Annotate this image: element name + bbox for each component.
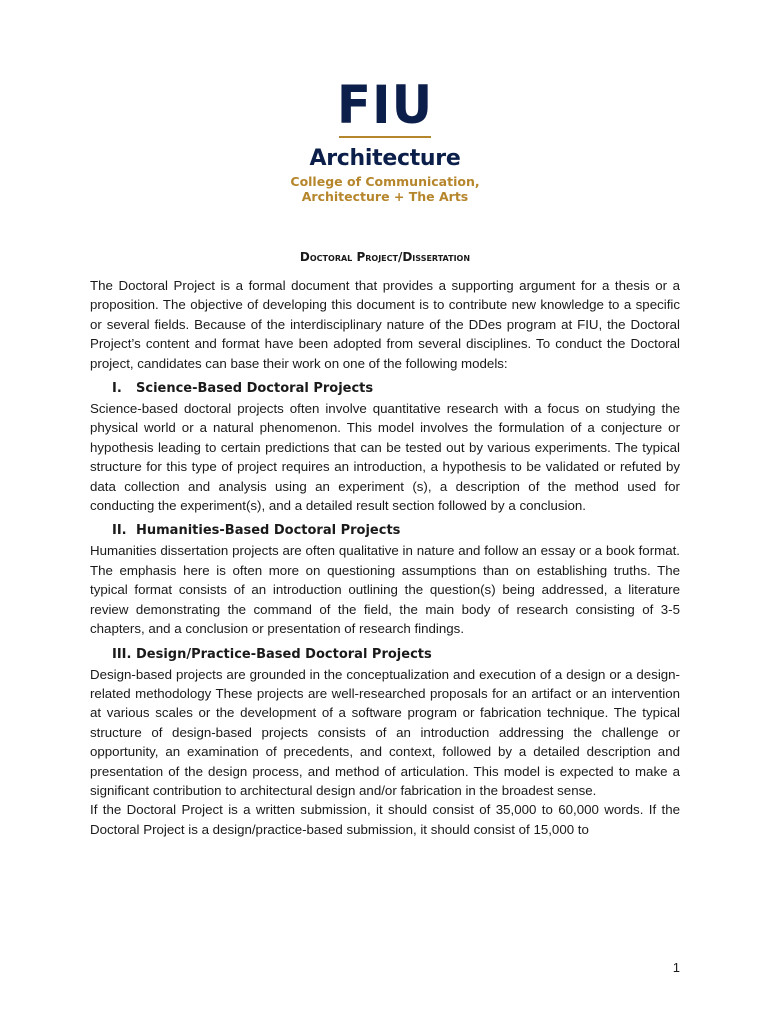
section-heading <box>90 645 680 665</box>
logo-college-name <box>0 174 770 204</box>
page-number: 1 <box>672 960 680 975</box>
intro-paragraph: The Doctoral Project is a formal document that provides a supporting argument for a thesis or a proposition. The objective of developing this document is to contribute new knowledge to a specific or several fields. Because of the interdisciplinary nature of the DDes program at FIU, the Doctoral Project’s content and format have been adopted from several disciplines. To conduct the Doctoral project, candidates can base their work on one of the following models: <box>90 278 680 371</box>
section-paragraph: Humanities dissertation projects are often qualitative in nature and follow an essay or a book format. The emphasis here is often more on questioning assumptions than on establishing truths. The typical format consists of an introduction outlining the question(s) being addressed, a literature review demonstrating the command of the field, the main body of research consisting of 3-5 chapters, and a conclusion or presentation of research findings. <box>90 543 680 637</box>
logo-college-line-1: College of Communication, <box>290 174 480 189</box>
section-paragraph: Design-based projects are grounded in the conceptualization and execution of a design or a design-related methodology These projects are well-researched proposals for an artifact or an intervention at various scales or the development of a software program or fabrication technique. The typical structure of design-based projects consists of an introduction addressing the challenge or opportunity, an examination of precedents, and context, followed by a detailed description and presentation of the design process, and method of articulation. This model is expected to make a significant contribution to architectural design and/or fabrication in the broadest sense. <box>90 666 680 798</box>
section-design-practice-based <box>90 645 680 801</box>
closing-paragraph: If the Doctoral Project is a written submission, it should consist of 35,000 to 60,000 words. If the Doctoral Project is a design/practice-based submission, it should consist of 15,000 to <box>90 802 680 837</box>
logo-unit-name: Architecture <box>309 146 461 171</box>
section-numeral: I. <box>112 381 122 397</box>
section-science-based <box>90 379 680 515</box>
section-paragraph: Science-based doctoral projects often involve quantitative research with a focus on studying the physical world or a natural phenomenon. This model involves the formulation of a conjecture or hypothesis leading to certain predictions that can be tested out by various experiments. The typical structure for this type of project requires an introduction, a hypothesis to be validated or refuted by data collection and analysis using an experiment (s), a description of the method used for conducting the experiment(s), and a detailed result section followed by a conclusion. <box>90 401 680 514</box>
logo-college-line-2: Architecture + The Arts <box>301 189 469 204</box>
fiu-architecture-logo <box>0 74 770 204</box>
section-humanities-based <box>90 521 680 638</box>
logo-wordmark: FIU <box>336 74 434 136</box>
section-title: Design/Practice-Based Doctoral Projects <box>136 646 432 662</box>
section-title: Science-Based Doctoral Projects <box>136 381 374 397</box>
document-body <box>90 276 680 839</box>
section-numeral: III. <box>112 646 132 662</box>
section-title: Humanities-Based Doctoral Projects <box>136 523 401 539</box>
section-numeral: II. <box>112 523 127 539</box>
logo-divider <box>339 136 431 138</box>
document-title: Doctoral Project/Dissertation <box>299 250 471 264</box>
section-heading <box>90 379 680 399</box>
section-heading <box>90 521 680 541</box>
